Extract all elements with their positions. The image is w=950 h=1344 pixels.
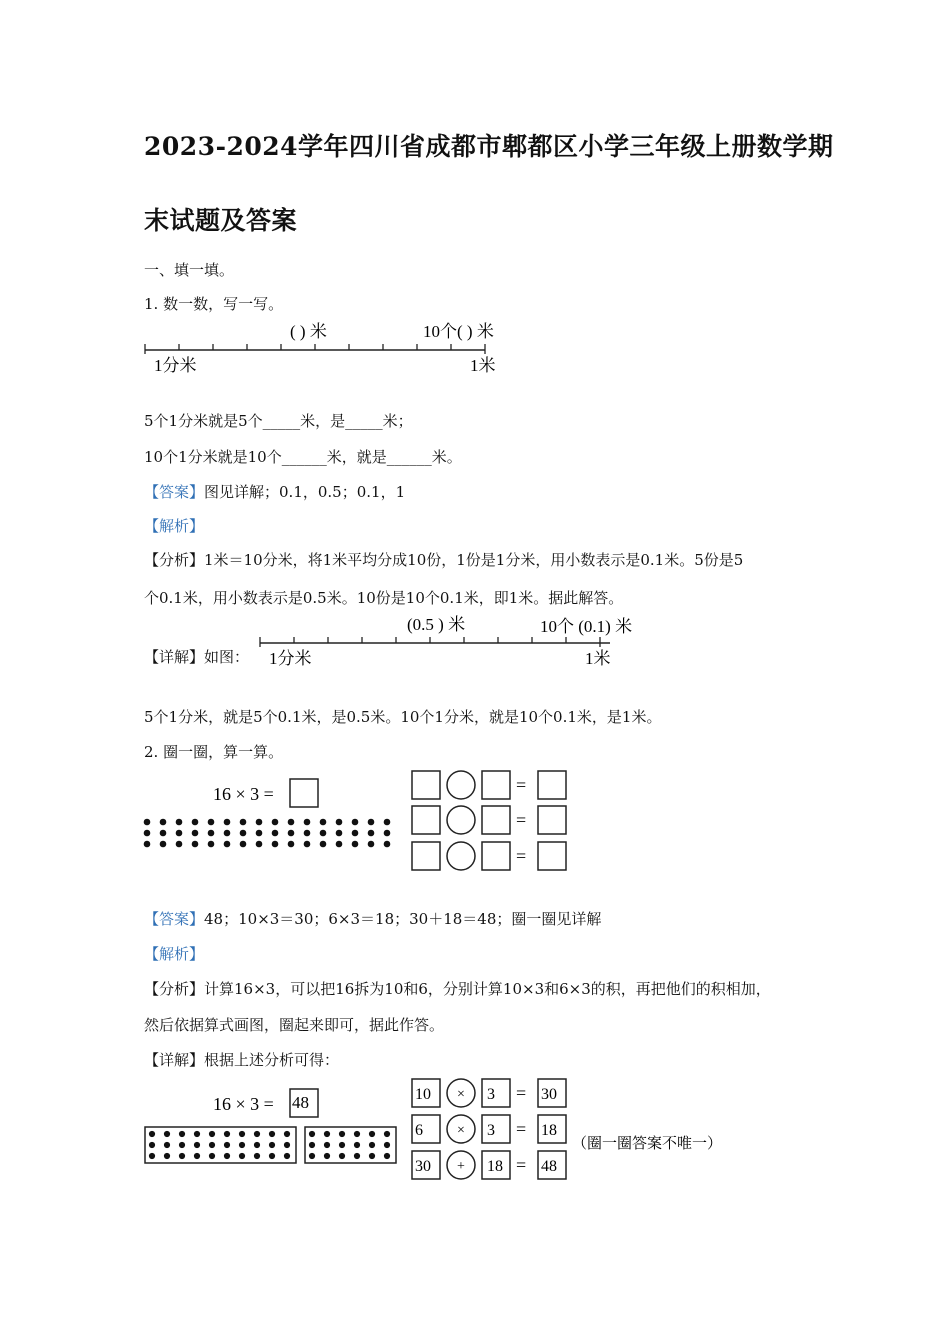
dot bbox=[384, 1131, 390, 1137]
dot bbox=[149, 1131, 155, 1137]
dot bbox=[288, 841, 295, 848]
dot bbox=[284, 1131, 290, 1137]
dot bbox=[192, 819, 199, 826]
q1-analysis-tag: 【解析】 bbox=[144, 517, 205, 535]
dot bbox=[352, 819, 359, 826]
blank-eq-3-equals: = bbox=[516, 846, 527, 866]
dot bbox=[269, 1142, 275, 1148]
dot bbox=[194, 1131, 200, 1137]
question-1-title: 1. 数一数，写一写。 bbox=[144, 295, 284, 313]
blank-eq-1-box-b bbox=[482, 771, 510, 799]
dot bbox=[368, 830, 375, 837]
dot bbox=[304, 841, 311, 848]
dot bbox=[369, 1142, 375, 1148]
dot bbox=[320, 830, 327, 837]
answer-text: 48；10×3＝30；6×3＝18；30＋18＝48；圈一圈见详解 bbox=[204, 910, 602, 928]
dot bbox=[336, 841, 343, 848]
filled-eq-3-equals: = bbox=[516, 1155, 527, 1175]
dot bbox=[324, 1131, 330, 1137]
ruler-label-left: 1分米 bbox=[154, 356, 197, 375]
filled-eq-2-value-result: 18 bbox=[541, 1122, 557, 1139]
dot bbox=[304, 819, 311, 826]
dot bbox=[240, 841, 247, 848]
dot bbox=[339, 1142, 345, 1148]
dot bbox=[224, 1142, 230, 1148]
blank-eq-3-box-b bbox=[482, 842, 510, 870]
dot bbox=[176, 830, 183, 837]
dot bbox=[192, 830, 199, 837]
q1-answer bbox=[144, 481, 405, 502]
ruler-diagram-answer bbox=[255, 610, 675, 674]
ruler-blank-1: ( ) 米 bbox=[290, 322, 327, 341]
blank-eq-1-box-a bbox=[412, 771, 440, 799]
dot bbox=[164, 1153, 170, 1159]
answer-text: 图见详解；0.1，0.5；0.1，1 bbox=[204, 483, 406, 501]
dot bbox=[240, 819, 247, 826]
blank-eq-3-box-a bbox=[412, 842, 440, 870]
dot bbox=[254, 1153, 260, 1159]
dot bbox=[272, 819, 279, 826]
blank-eq-3-operator-circle bbox=[447, 842, 475, 870]
dot bbox=[192, 841, 199, 848]
q1-conclusion: 5个1分米，就是5个0.1米，是0.5米。10个1分米，就是10个0.1米，是1米。 bbox=[144, 708, 662, 726]
dot bbox=[368, 819, 375, 826]
dot bbox=[194, 1153, 200, 1159]
dot bbox=[176, 819, 183, 826]
dot bbox=[209, 1153, 215, 1159]
dot bbox=[352, 841, 359, 848]
blank-equations bbox=[412, 771, 566, 870]
ruler-label-right: 1米 bbox=[470, 356, 496, 375]
filled-eq-2-operator: × bbox=[457, 1123, 465, 1138]
dot bbox=[324, 1142, 330, 1148]
dot bbox=[336, 830, 343, 837]
dot bbox=[336, 819, 343, 826]
dot bbox=[160, 830, 167, 837]
filled-eq-2-equals: = bbox=[516, 1119, 527, 1139]
q2-analysis-tag: 【解析】 bbox=[144, 945, 205, 963]
blank-eq-2-operator-circle bbox=[447, 806, 475, 834]
blank-eq-1-box-result bbox=[538, 771, 566, 799]
circle-group-6 bbox=[305, 1127, 396, 1163]
blank-eq-2-equals: = bbox=[516, 810, 527, 830]
dot bbox=[224, 830, 231, 837]
filled-eq-1-equals: = bbox=[516, 1083, 527, 1103]
dot bbox=[384, 830, 391, 837]
dot bbox=[369, 1131, 375, 1137]
dot bbox=[352, 830, 359, 837]
filled-eq-1-operator: × bbox=[457, 1087, 465, 1102]
blank-eq-2-box-a bbox=[412, 806, 440, 834]
q2-analysis-p2: 然后依据算式画图，圈起来即可，据此作答。 bbox=[144, 1016, 445, 1034]
dot bbox=[149, 1142, 155, 1148]
q2-analysis-p1: 【分析】计算16×3，可以把16拆为10和6，分别计算10×3和6×3的积，再把他们的积相加， bbox=[144, 980, 771, 998]
answer-tag: 【答案】 bbox=[144, 910, 205, 928]
filled-eq-1-value-a: 10 bbox=[415, 1086, 431, 1103]
dot bbox=[384, 1153, 390, 1159]
dot bbox=[284, 1153, 290, 1159]
dot bbox=[324, 1153, 330, 1159]
dot bbox=[384, 1142, 390, 1148]
dot bbox=[224, 819, 231, 826]
blank-eq-1-equals: = bbox=[516, 775, 527, 795]
dot bbox=[284, 1142, 290, 1148]
dot bbox=[304, 830, 311, 837]
expression: 16 × 3 = bbox=[213, 784, 274, 804]
ruler-answer-2: 10个 (0.1) 米 bbox=[540, 617, 633, 636]
dot bbox=[254, 1131, 260, 1137]
dot bbox=[256, 819, 263, 826]
dot bbox=[368, 841, 375, 848]
ruler-blank-2: 10个( ) 米 bbox=[423, 322, 494, 341]
blank-eq-2-box-result bbox=[538, 806, 566, 834]
dot bbox=[272, 841, 279, 848]
ruler-label-left: 1分米 bbox=[269, 649, 312, 668]
dot bbox=[208, 841, 215, 848]
dot bbox=[369, 1153, 375, 1159]
filled-eq-3-operator: + bbox=[457, 1159, 465, 1174]
dot-array bbox=[149, 1131, 390, 1159]
dot bbox=[239, 1142, 245, 1148]
q2-answer bbox=[144, 908, 601, 929]
dot bbox=[256, 830, 263, 837]
dot bbox=[160, 819, 167, 826]
dot bbox=[354, 1142, 360, 1148]
blank-eq-1-operator-circle bbox=[447, 771, 475, 799]
dot bbox=[239, 1153, 245, 1159]
dot bbox=[240, 830, 247, 837]
answer-box bbox=[290, 779, 318, 807]
dot bbox=[208, 819, 215, 826]
q1-analysis-p1: 【分析】1米＝10分米，将1米平均分成10份，1份是1分米，用小数表示是0.1米。5份是5 bbox=[144, 551, 744, 569]
dot bbox=[176, 841, 183, 848]
dot bbox=[224, 1131, 230, 1137]
dot bbox=[179, 1142, 185, 1148]
dot bbox=[209, 1131, 215, 1137]
dot bbox=[320, 841, 327, 848]
q2-detail-label: 【详解】根据上述分析可得： bbox=[144, 1051, 340, 1069]
ruler-label-right: 1米 bbox=[585, 649, 611, 668]
dot bbox=[309, 1131, 315, 1137]
dot bbox=[384, 819, 391, 826]
page-title-line2: 末试题及答案 bbox=[144, 206, 298, 235]
detail-result: 48 bbox=[292, 1093, 309, 1112]
ruler-diagram bbox=[140, 315, 540, 379]
filled-eq-3-value-result: 48 bbox=[541, 1158, 557, 1175]
detail-expression: 16 × 3 = bbox=[213, 1094, 274, 1114]
ruler-ticks bbox=[260, 637, 600, 647]
filled-eq-3-value-a: 30 bbox=[415, 1158, 431, 1175]
answer-tag: 【答案】 bbox=[144, 483, 205, 501]
filled-eq-1-value-result: 30 bbox=[541, 1086, 557, 1103]
q2-detail-figure bbox=[140, 1075, 740, 1190]
ruler-ticks bbox=[145, 344, 485, 354]
dot bbox=[164, 1142, 170, 1148]
dot-array bbox=[144, 819, 391, 848]
filled-eq-2-value-a: 6 bbox=[415, 1122, 423, 1139]
filled-eq-1-value-b: 3 bbox=[487, 1086, 495, 1103]
q1-line-2: 10个1分米就是10个______米，就是______米。 bbox=[144, 448, 462, 466]
dot bbox=[354, 1131, 360, 1137]
dot bbox=[164, 1131, 170, 1137]
dot bbox=[339, 1153, 345, 1159]
dot bbox=[309, 1142, 315, 1148]
dot bbox=[179, 1131, 185, 1137]
q2-figure bbox=[140, 765, 580, 875]
dot bbox=[272, 830, 279, 837]
dot bbox=[239, 1131, 245, 1137]
filled-eq-2-value-b: 3 bbox=[487, 1122, 495, 1139]
dot bbox=[269, 1153, 275, 1159]
dot bbox=[160, 841, 167, 848]
q1-line-1: 5个1分米就是5个_____米，是_____米； bbox=[144, 412, 413, 430]
dot bbox=[256, 841, 263, 848]
dot bbox=[309, 1153, 315, 1159]
dot bbox=[269, 1131, 275, 1137]
dot bbox=[144, 841, 151, 848]
dot bbox=[179, 1153, 185, 1159]
blank-eq-2-box-b bbox=[482, 806, 510, 834]
section-heading: 一、填一填。 bbox=[144, 261, 235, 279]
question-2-title: 2. 圈一圈，算一算。 bbox=[144, 743, 284, 761]
dot bbox=[144, 830, 151, 837]
dot bbox=[320, 819, 327, 826]
dot bbox=[209, 1142, 215, 1148]
note: （圈一圈答案不唯一） bbox=[572, 1136, 723, 1152]
dot bbox=[194, 1142, 200, 1148]
filled-eq-3-value-b: 18 bbox=[487, 1158, 503, 1175]
q1-analysis-p2: 个0.1米，用小数表示是0.5米。10份是10个0.1米，即1米。据此解答。 bbox=[144, 589, 624, 607]
page-title-line1: 2023-2024学年四川省成都市郫都区小学三年级上册数学期 bbox=[144, 132, 834, 161]
dot bbox=[384, 841, 391, 848]
dot bbox=[149, 1153, 155, 1159]
dot bbox=[288, 830, 295, 837]
dot bbox=[144, 819, 151, 826]
dot bbox=[224, 1153, 230, 1159]
dot bbox=[288, 819, 295, 826]
ruler-answer-1: (0.5 ) 米 bbox=[407, 615, 466, 634]
blank-eq-3-box-result bbox=[538, 842, 566, 870]
dot bbox=[254, 1142, 260, 1148]
q1-detail-label: 【详解】如图： bbox=[144, 648, 250, 666]
dot bbox=[339, 1131, 345, 1137]
dot bbox=[354, 1153, 360, 1159]
dot bbox=[224, 841, 231, 848]
filled-equations bbox=[412, 1079, 566, 1179]
dot bbox=[208, 830, 215, 837]
